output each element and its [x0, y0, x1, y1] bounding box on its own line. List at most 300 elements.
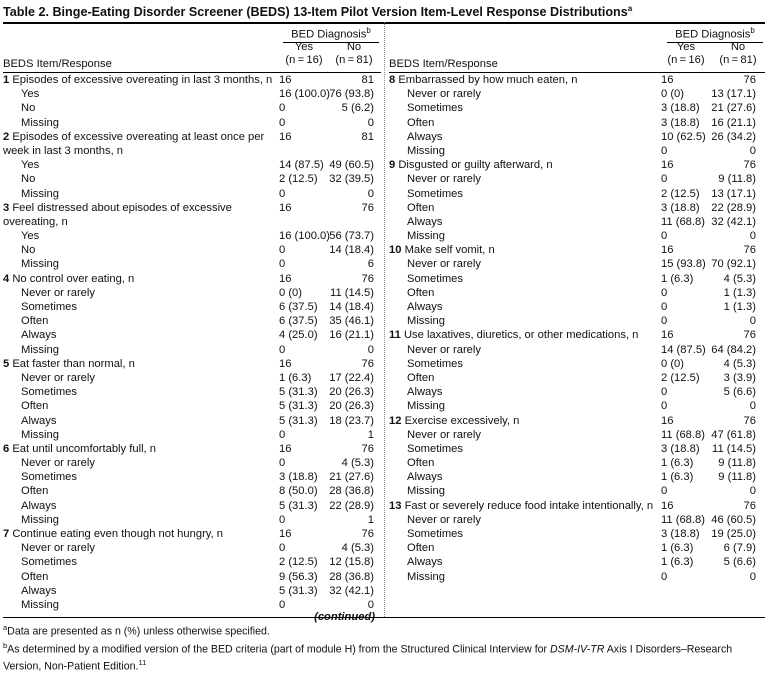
- label-text: Often: [407, 542, 435, 555]
- response-label: [21, 456, 95, 470]
- response-row: [389, 257, 765, 271]
- item-row: [389, 73, 765, 87]
- no-value: 20 (26.3): [329, 386, 374, 399]
- label-text: Missing: [407, 144, 445, 157]
- response-row: [3, 229, 381, 243]
- item-number: 13: [389, 499, 402, 512]
- response-row: [389, 300, 765, 314]
- label-text: Sometimes: [407, 442, 463, 455]
- yes-value: 16 (100.0): [279, 230, 330, 243]
- no-value: 9 (11.8): [718, 457, 756, 470]
- response-label: [407, 541, 434, 555]
- item-number: 8: [389, 74, 396, 86]
- label-text: No control over eating, n: [12, 272, 135, 285]
- item-row: [389, 158, 765, 172]
- response-row: [3, 300, 381, 314]
- response-label: [407, 130, 442, 144]
- title-footnote-mark: a: [627, 4, 633, 13]
- item-label: [3, 272, 134, 286]
- yes-value: 0: [279, 457, 286, 470]
- item-row: [3, 130, 381, 158]
- response-row: [3, 385, 381, 399]
- response-row: [389, 87, 765, 101]
- response-row: [389, 343, 765, 357]
- yes-value: 5 (31.3): [279, 584, 318, 597]
- response-row: [3, 456, 381, 470]
- label-text: Never or rarely: [407, 513, 481, 526]
- response-row: [389, 555, 765, 569]
- response-label: [21, 172, 35, 186]
- no-value: 32 (42.1): [329, 584, 374, 597]
- item-row: [389, 499, 765, 513]
- no-value: 28 (36.8): [329, 570, 374, 583]
- response-row: [3, 484, 381, 498]
- yes-value: 14 (87.5): [661, 343, 706, 356]
- continued-label: (continued): [314, 611, 375, 623]
- label-text: Never or rarely: [407, 343, 481, 356]
- item-label: [3, 357, 135, 371]
- item-label: [389, 328, 638, 342]
- response-label: [21, 314, 48, 328]
- response-label: [407, 314, 445, 328]
- response-row: [389, 172, 765, 186]
- yes-value: 0: [661, 230, 668, 243]
- response-label: [21, 555, 77, 569]
- response-row: [389, 187, 765, 201]
- no-value: 1: [367, 513, 374, 526]
- response-row: [3, 584, 381, 598]
- no-value: 4 (5.3): [723, 357, 756, 370]
- response-row: [3, 87, 381, 101]
- no-value: 22 (28.9): [329, 499, 374, 512]
- response-row: [3, 555, 381, 569]
- yes-value: 0: [279, 258, 286, 271]
- no-value: 14 (18.4): [329, 244, 374, 257]
- response-label: [407, 144, 445, 158]
- no-value: 76: [361, 272, 374, 285]
- response-row: [389, 484, 765, 498]
- left-column-header: [3, 22, 381, 73]
- no-value: 16 (21.1): [711, 116, 756, 129]
- yes-value: 10 (62.5): [661, 130, 706, 143]
- response-label: [21, 598, 59, 612]
- yes-value: 2 (12.5): [661, 187, 700, 200]
- yes-value: 0: [279, 598, 286, 611]
- response-label: [407, 300, 442, 314]
- response-label: [21, 428, 59, 442]
- no-value: 76: [743, 244, 756, 257]
- no-value: 9 (11.8): [718, 173, 756, 186]
- yes-value: 0: [279, 102, 286, 115]
- response-label: [21, 414, 56, 428]
- response-row: [3, 158, 381, 172]
- response-row: [3, 286, 381, 300]
- item-number: 3: [3, 201, 10, 214]
- item-row: [3, 442, 381, 456]
- response-row: [3, 328, 381, 342]
- yes-value: 6 (37.5): [279, 301, 318, 314]
- label-text: Missing: [407, 315, 445, 328]
- response-label: [407, 215, 442, 229]
- item-number: 2: [3, 130, 10, 143]
- yes-value: 11 (68.8): [661, 215, 705, 228]
- yes-value: 2 (12.5): [279, 556, 318, 569]
- response-row: [3, 541, 381, 555]
- label-text: Always: [407, 386, 443, 399]
- response-row: [389, 570, 765, 584]
- item-number: 5: [3, 357, 10, 370]
- response-label: [407, 343, 481, 357]
- response-label: [21, 101, 35, 115]
- yes-column-header: Yes (n = 16): [285, 41, 323, 66]
- no-value: 76 (93.8): [329, 88, 374, 101]
- label-text: Sometimes: [407, 528, 463, 540]
- response-label: [407, 385, 442, 399]
- item-label: [3, 527, 223, 541]
- response-label: [407, 116, 434, 130]
- response-label: [407, 286, 434, 300]
- response-label: [21, 229, 39, 243]
- response-label: [407, 555, 442, 569]
- response-row: [3, 187, 381, 201]
- no-value: 49 (60.5): [329, 159, 374, 172]
- response-row: [389, 229, 765, 243]
- yes-value: 2 (12.5): [279, 173, 318, 186]
- item-number: 1: [3, 74, 10, 86]
- response-label: [407, 101, 463, 115]
- no-value: 13 (17.1): [711, 187, 756, 200]
- yes-value: 11 (68.8): [661, 428, 705, 441]
- yes-value: 3 (18.8): [661, 116, 700, 129]
- label-text: Make self vomit, n: [404, 244, 495, 257]
- response-row: [389, 527, 765, 541]
- label-text: Always: [21, 499, 57, 512]
- label-text: Always: [407, 215, 443, 228]
- no-value: 0: [749, 230, 756, 243]
- no-column-header: No (n = 81): [335, 41, 373, 66]
- label-text: Always: [21, 584, 57, 597]
- no-value: 13 (17.1): [711, 88, 756, 101]
- label-text: Never or rarely: [21, 371, 95, 384]
- no-value: 76: [361, 201, 374, 214]
- response-label: [407, 570, 445, 584]
- response-label: [407, 527, 463, 541]
- yes-value: 1 (6.3): [661, 471, 694, 484]
- response-row: [389, 144, 765, 158]
- left-table-body: [3, 73, 381, 612]
- response-label: [407, 456, 434, 470]
- label-text: Often: [407, 371, 435, 384]
- response-label: [21, 541, 95, 555]
- label-text: Often: [21, 315, 49, 328]
- item-label: [389, 243, 495, 257]
- no-value: 81: [361, 74, 374, 86]
- yes-value: 0: [279, 116, 286, 129]
- no-value: 56 (73.7): [329, 230, 374, 243]
- response-label: [407, 187, 463, 201]
- response-row: [389, 399, 765, 413]
- no-value: 4 (5.3): [341, 457, 374, 470]
- label-text: Sometimes: [21, 471, 77, 484]
- item-number: 11: [389, 329, 401, 342]
- response-label: [407, 371, 434, 385]
- no-value: 5 (6.6): [723, 556, 756, 569]
- right-table-body: [389, 73, 765, 584]
- label-text: Always: [21, 414, 57, 427]
- no-value: 0: [749, 400, 756, 413]
- label-text: Sometimes: [407, 357, 463, 370]
- response-row: [389, 215, 765, 229]
- yes-value: 0: [661, 144, 668, 157]
- no-value: 16 (21.1): [329, 329, 374, 342]
- no-value: 11 (14.5): [330, 286, 374, 299]
- no-value: 1 (1.3): [723, 301, 756, 313]
- response-label: [21, 343, 59, 357]
- label-text: Feel distressed about episodes of excessive overeating, n: [3, 201, 232, 228]
- label-text: Yes: [21, 159, 40, 172]
- no-value: 19 (25.0): [711, 528, 756, 540]
- response-row: [389, 456, 765, 470]
- yes-value: 6 (37.5): [279, 315, 318, 328]
- label-text: Always: [407, 556, 443, 569]
- label-text: Often: [407, 286, 435, 299]
- response-row: [3, 172, 381, 186]
- response-row: [389, 314, 765, 328]
- item-label: [3, 442, 156, 456]
- yes-value: 0: [661, 286, 668, 299]
- label-text: Exercise excessively, n: [404, 414, 520, 427]
- label-text: Missing: [407, 230, 445, 243]
- label-text: Missing: [407, 400, 445, 413]
- no-value: 11 (14.5): [712, 442, 756, 455]
- yes-value: 16: [661, 329, 674, 342]
- label-text: Always: [407, 301, 443, 313]
- label-text: Missing: [21, 598, 59, 611]
- label-text: Missing: [21, 116, 59, 129]
- yes-value: 5 (31.3): [279, 400, 318, 413]
- response-row: [389, 442, 765, 456]
- column-divider: [384, 22, 385, 617]
- yes-value: 0: [279, 244, 286, 257]
- yes-value: 1 (6.3): [661, 556, 694, 569]
- no-value: 14 (18.4): [329, 301, 374, 314]
- yes-value: 16: [661, 74, 674, 86]
- yes-value: 0 (0): [661, 88, 685, 101]
- yes-value: 16: [279, 528, 292, 541]
- response-label: [21, 187, 59, 201]
- no-value: 22 (28.9): [711, 201, 756, 214]
- response-label: [21, 470, 77, 484]
- no-value: 1 (1.3): [723, 286, 756, 299]
- yes-value: 1 (6.3): [279, 371, 312, 384]
- no-value: 46 (60.5): [711, 513, 756, 526]
- no-value: 26 (34.2): [711, 130, 756, 143]
- no-value: 47 (61.8): [711, 428, 756, 441]
- no-value: 76: [743, 159, 756, 172]
- yes-value: 16: [661, 244, 674, 257]
- response-label: [21, 584, 56, 598]
- item-label: [389, 414, 519, 428]
- no-value: 5 (6.6): [723, 386, 756, 399]
- item-number: 7: [3, 528, 10, 541]
- yes-value: 0: [661, 386, 668, 399]
- response-row: [3, 499, 381, 513]
- yes-value: 16: [279, 272, 292, 285]
- no-value: 76: [361, 357, 374, 370]
- response-row: [389, 201, 765, 215]
- no-value: 6: [367, 258, 374, 271]
- response-row: [389, 272, 765, 286]
- yes-value: 4 (25.0): [279, 329, 318, 342]
- footnote-b: $^b$As determined by a modified version of the BED criteria (part of module H) from the Structured Clinical Interview for DSM-IV-TR Axis I Disorders–Research Version, Non-Patient Edition.$^{11}$: [3, 640, 733, 673]
- label-text: Sometimes: [21, 386, 77, 399]
- footnote-a: $^a$Data are presented as n (%) unless otherwise specified.: [3, 623, 270, 638]
- response-row: [389, 371, 765, 385]
- yes-value: 5 (31.3): [279, 499, 318, 512]
- label-text: Never or rarely: [21, 286, 95, 299]
- item-label: [3, 130, 275, 158]
- label-text: Missing: [21, 258, 59, 271]
- label-text: Embarrassed by how much eaten, n: [398, 74, 578, 86]
- response-label: [21, 257, 59, 271]
- no-value: 76: [743, 74, 756, 86]
- label-text: Sometimes: [407, 187, 463, 200]
- bed-diagnosis-header: BED Diagnosis$^b$: [667, 24, 763, 43]
- no-value: 0: [367, 343, 374, 356]
- label-text: Often: [21, 485, 49, 498]
- yes-value: 0: [661, 301, 668, 313]
- label-text: Always: [407, 130, 443, 143]
- label-text: No: [21, 102, 36, 115]
- yes-value: 1 (6.3): [661, 542, 694, 555]
- label-text: Often: [21, 400, 49, 413]
- yes-value: 0 (0): [279, 286, 303, 299]
- response-label: [407, 357, 463, 371]
- label-text: Episodes of excessive overeating in last 3 months, n: [12, 74, 273, 86]
- no-value: 9 (11.8): [718, 471, 756, 484]
- no-value: 4 (5.3): [723, 272, 756, 285]
- response-row: [3, 314, 381, 328]
- label-text: Sometimes: [407, 272, 463, 285]
- label-text: Never or rarely: [21, 457, 95, 470]
- response-label: [21, 87, 39, 101]
- no-value: 76: [743, 414, 756, 427]
- no-value: 0: [749, 315, 756, 328]
- label-text: Often: [21, 570, 49, 583]
- label-text: Sometimes: [21, 301, 77, 314]
- response-label: [407, 87, 481, 101]
- table-title-text: Table 2. Binge-Eating Disorder Screener (BEDS) 13-Item Pilot Version Item-Level Response Distributions: [3, 5, 628, 20]
- item-label: [3, 73, 272, 87]
- no-value: 32 (42.1): [711, 215, 756, 228]
- response-row: [3, 371, 381, 385]
- no-value: 4 (5.3): [341, 542, 374, 555]
- response-label: [407, 470, 442, 484]
- no-value: 0: [749, 485, 756, 498]
- response-row: [3, 343, 381, 357]
- yes-value: 16: [279, 130, 292, 143]
- response-label: [21, 484, 48, 498]
- yes-value: 3 (18.8): [661, 201, 700, 214]
- no-value: 0: [367, 187, 374, 200]
- label-text: Eat until uncomfortably full, n: [12, 442, 156, 455]
- response-label: [407, 272, 463, 286]
- response-row: [3, 470, 381, 484]
- right-column: [389, 22, 765, 584]
- item-row: [3, 272, 381, 286]
- yes-value: 0: [661, 485, 668, 498]
- item-row: [389, 328, 765, 342]
- item-number: 6: [3, 442, 10, 455]
- yes-value: 0: [279, 542, 286, 555]
- response-row: [389, 116, 765, 130]
- no-value: 0: [749, 570, 756, 583]
- response-label: [407, 229, 445, 243]
- no-value: 6 (7.9): [723, 542, 756, 555]
- no-value: 12 (15.8): [329, 556, 374, 569]
- response-row: [389, 130, 765, 144]
- label-text: Often: [407, 116, 435, 129]
- response-row: [3, 243, 381, 257]
- label-text: Always: [21, 329, 57, 342]
- label-text: No: [21, 244, 36, 257]
- no-value: 35 (46.1): [329, 315, 374, 328]
- response-label: [21, 300, 77, 314]
- label-text: Often: [407, 457, 435, 470]
- response-row: [389, 357, 765, 371]
- label-text: Never or rarely: [21, 542, 95, 555]
- response-label: [21, 499, 56, 513]
- table-title: [3, 1, 765, 24]
- response-row: [389, 385, 765, 399]
- no-value: 76: [743, 499, 756, 512]
- yes-value: 2 (12.5): [661, 371, 700, 384]
- no-value: 28 (36.8): [329, 485, 374, 498]
- no-value: 3 (3.9): [723, 371, 756, 384]
- yes-value: 1 (6.3): [661, 272, 694, 285]
- response-row: [3, 570, 381, 584]
- item-number: 10: [389, 244, 402, 257]
- yes-value: 16: [661, 499, 674, 512]
- item-row: [3, 527, 381, 541]
- response-label: [21, 570, 48, 584]
- response-row: [3, 414, 381, 428]
- no-value: 17 (22.4): [329, 371, 374, 384]
- no-value: 0: [367, 116, 374, 129]
- no-value: 70 (92.1): [711, 258, 756, 271]
- footnotes: [3, 621, 765, 674]
- response-label: [21, 116, 59, 130]
- yes-value: 8 (50.0): [279, 485, 318, 498]
- label-text: Continue eating even though not hungry, n: [12, 528, 223, 541]
- yes-value: 16: [661, 159, 674, 172]
- response-row: [389, 541, 765, 555]
- no-value: 1: [367, 428, 374, 441]
- label-text: Missing: [21, 513, 59, 526]
- item-row: [389, 414, 765, 428]
- response-row: [389, 286, 765, 300]
- label-text: Episodes of excessive overeating at least once per week in last 3 months, n: [3, 130, 265, 157]
- item-row: [3, 201, 381, 229]
- response-row: [3, 513, 381, 527]
- yes-value: 0: [661, 570, 668, 583]
- left-column: [3, 22, 381, 623]
- item-column-header: BEDS Item/Response: [3, 58, 112, 70]
- no-value: 64 (84.2): [711, 343, 756, 356]
- response-row: [3, 101, 381, 115]
- response-label: [407, 257, 481, 271]
- item-number: 4: [3, 272, 10, 285]
